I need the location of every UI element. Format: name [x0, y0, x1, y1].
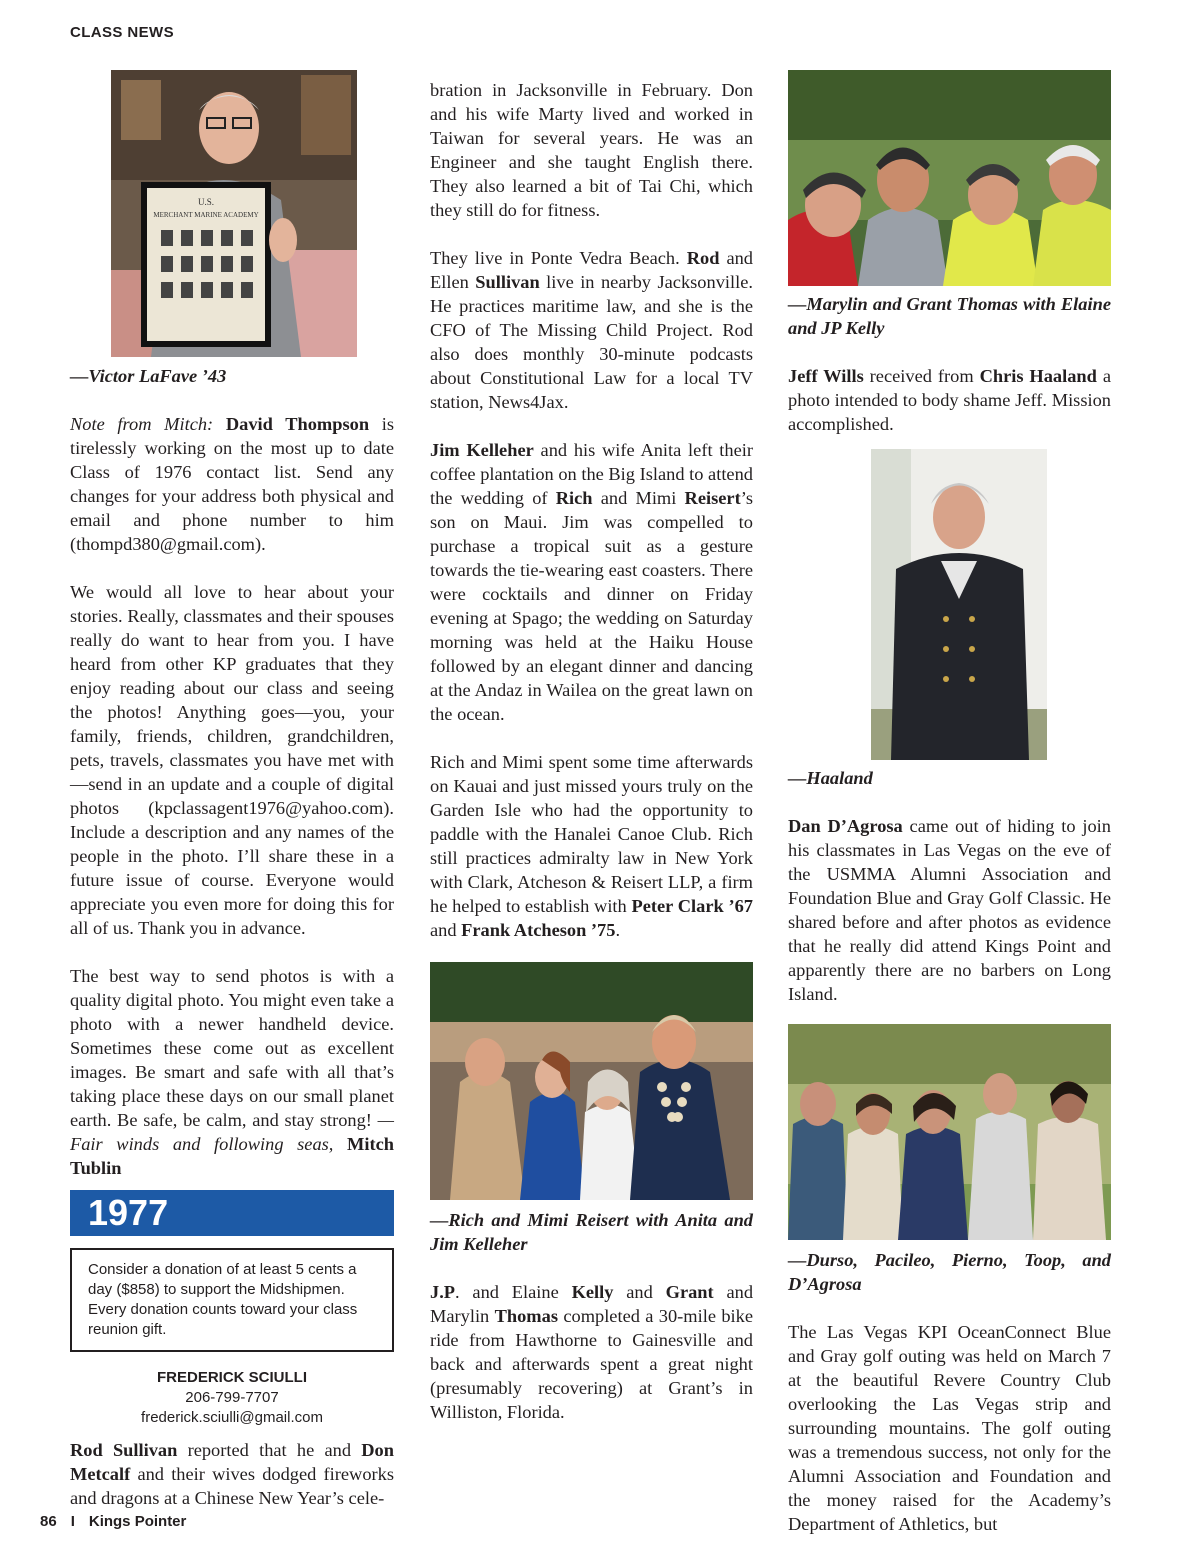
name-peter-clark: Peter Clark ’67	[631, 896, 754, 916]
page-number: 86	[40, 1513, 57, 1530]
p5-text-2: and	[613, 1282, 666, 1302]
name-jeff-wills: Jeff Wills	[788, 366, 864, 386]
name-grant: Grant	[665, 1282, 714, 1302]
publication-name: Kings Pointer	[88, 1513, 187, 1530]
p2-text-3: live in nearby Jacksonville. He practices maritime law, and she is the CFO of The Missing Child Project. Rod also does monthly 30-minute podcasts about Constitutional Law for a local TV station, News4Jax.	[430, 272, 753, 412]
p5-text-3: and Marylin	[430, 1282, 754, 1326]
page-footer	[40, 1513, 200, 1530]
name-frank-atcheson: Frank Atcheson ’75	[461, 920, 616, 940]
photo-haaland	[871, 449, 1047, 760]
caption-victor: —Victor LaFave ’43	[70, 366, 227, 386]
p4-text-a: Rich and Mimi spent some time afterwards on Kauai and just missed yours truly on the Garden Isle who had the opportunity to paddle with the Hanalei Canoe Club. Rich still practices admiralty law in New York with Clark, Atcheson & Reisert LLP, a firm he helped to establish with	[430, 752, 753, 916]
photo-victor-lafave	[111, 70, 357, 357]
caption-durso-group: —Durso, Pacileo, Pierno, Toop, and D’Agrosa	[788, 1250, 1111, 1294]
paragraph-ponte-vedra	[430, 246, 753, 414]
photo-durso-group	[788, 1024, 1111, 1240]
note-prefix: Note from Mitch:	[70, 414, 226, 434]
name-rich: Rich	[555, 488, 593, 508]
signature-mitch-tublin: Mitch Tublin	[70, 1134, 394, 1178]
column-1	[70, 70, 394, 1510]
name-jim-kelleher: Jim Kelleher	[430, 440, 534, 460]
name-jp: J.P	[430, 1282, 456, 1302]
p1-text-1: received from	[863, 366, 980, 386]
name-sullivan: Sullivan	[475, 272, 540, 292]
name-rod-sullivan: Rod Sullivan	[70, 1440, 178, 1460]
column-3	[788, 70, 1111, 1536]
section-label: CLASS NEWS	[70, 24, 175, 41]
frame-text-academy: MERCHANT MARINE ACADEMY	[153, 211, 259, 219]
p5-text-1: . and Elaine	[455, 1282, 572, 1302]
paragraph-kauai	[430, 750, 753, 942]
paragraph-jim-kelleher	[430, 438, 753, 726]
name-david-thompson: David Thompson	[225, 414, 370, 434]
p3-text-3: ’s son on Maui. Jim was compelled to purchase a tropical suit as a gesture towards the tie-wearing east coasters. There were cocktails and dinner on Friday evening at Spago; the wedding on Saturday morning was held at the Haiku House followed by an elegant dinner and dancing at the Andaz in Wailea on the great lawn on the ocean.	[430, 488, 753, 724]
agent-phone: 206-799-7707	[185, 1389, 279, 1406]
name-thomas: Thomas	[494, 1306, 558, 1326]
paragraph-hear-stories: We would all love to hear about your stories. Really, classmates and their spouses really do want to hear from you. I have heard from other KP graduates that they enjoy reading about our class and seeing the photos! Anything goes—you, your family, friends, children, grandchildren, pets, travels, classmates you have met with—send in an update and a couple of digital photos (kpclassagent1976@yahoo.com). Include a description and any names of the people in the photo. I’ll share these in a future issue of course. Everyone would appreciate you even more for doing this for all of us. Thank you in advance.	[70, 582, 394, 938]
name-chris-haaland: Chris Haaland	[979, 366, 1097, 386]
name-kelly: Kelly	[571, 1282, 614, 1302]
paragraph-rod-sullivan	[70, 1438, 394, 1510]
year-header-1977: 1977	[70, 1190, 394, 1236]
paragraph-dan-dagrosa	[788, 814, 1111, 1006]
paragraph-las-vegas-golf: The Las Vegas KPI OceanConnect Blue and Gray golf outing was held on March 7 at the beautiful Revere Country Club overlooking the Las Vegas strip and surrounding mountains. The golf outing was a tremendous success, not only for the Alumni Association and Foundation and the money raised for the Academy’s Department of Athletics, but	[788, 1322, 1111, 1534]
agent-email[interactable]: frederick.sciulli@gmail.com	[141, 1409, 323, 1426]
p1-text-2: a photo intended to body shame Jeff. Mission accomplished.	[788, 366, 1111, 434]
p4-text-2: and their wives dodged fireworks and dragons at a Chinese New Year’s cele-	[70, 1464, 394, 1508]
photo-reisert-kelleher	[430, 962, 753, 1200]
p5-text-4: completed a 30-mile bike ride from Hawthorne to Gainesville and back and afterwards spent a great night (presumably recovering) at Grant’s in Williston, Florida.	[430, 1306, 753, 1422]
caption-reisert-kelleher: —Rich and Mimi Reisert with Anita and Jim Kelleher	[430, 1210, 753, 1254]
name-reisert: Reisert	[684, 488, 741, 508]
paragraph-jeff-wills	[788, 364, 1111, 436]
photo-bike-riders	[788, 70, 1111, 286]
caption-haaland: —Haaland	[788, 768, 873, 788]
paragraph-bike-ride	[430, 1280, 753, 1424]
class-agent-contact	[70, 1368, 394, 1428]
footer-separator: I	[70, 1513, 75, 1530]
note-from-mitch	[70, 412, 394, 556]
donation-box: Consider a donation of at least 5 cents a day ($858) to support the Midshipmen. Every donation counts toward your class reunion gift.	[70, 1248, 394, 1352]
name-dan-dagrosa: Dan D’Agrosa	[788, 816, 903, 836]
p3-text-2: and Mimi	[592, 488, 685, 508]
column-2	[430, 78, 753, 1424]
p2-text: came out of hiding to join his classmates in Las Vegas on the eve of the USMMA Alumni Association and Foundation Blue and Gray Golf Classic. He shared before and after photos as evidence that he really did attend Kings Point and apparently there are no barbers on Long Island.	[788, 816, 1111, 1004]
note-text: is tirelessly working on the most up to date Class of 1976 contact list. Send any changes for your address both physical and email and phone number to him (thompd380@gmail.com).	[70, 414, 395, 554]
name-don-metcalf: Don Metcalf	[70, 1440, 394, 1484]
caption-thomas-kelly: —Marylin and Grant Thomas with Elaine and JP Kelly	[788, 294, 1111, 338]
paragraph-jacksonville: bration in Jacksonville in February. Don and his wife Marty lived and worked in Taiwan for several years. He was an Engineer and she taught English there. They also learned a bit of Tai Chi, which they still do for fitness.	[430, 80, 753, 220]
paragraph-photos	[70, 964, 394, 1180]
p4-text-c: .	[615, 920, 621, 940]
para3-italic: —Fair winds and following seas,	[70, 1110, 394, 1154]
p2-text-1: They live in Ponte Vedra Beach.	[430, 248, 687, 268]
agent-name: FREDERICK SCIULLI	[157, 1369, 307, 1386]
name-rod: Rod	[686, 248, 720, 268]
p4-text-b: and	[430, 920, 462, 940]
p4-text-1: reported that he and	[177, 1440, 362, 1460]
p2-text-2: and Ellen	[430, 248, 753, 292]
para3-text: The best way to send photos is with a quality digital photo. You might even take a photo with a newer handheld device. Sometimes these come out as excellent images. Be smart and safe with all that’s taking place these days on our small planet earth. Be safe, be calm, and stay strong!	[70, 966, 394, 1130]
p3-text-1: and his wife Anita left their coffee plantation on the Big Island to attend the wedding of	[430, 440, 753, 508]
frame-text-us: U.S.	[197, 197, 215, 207]
